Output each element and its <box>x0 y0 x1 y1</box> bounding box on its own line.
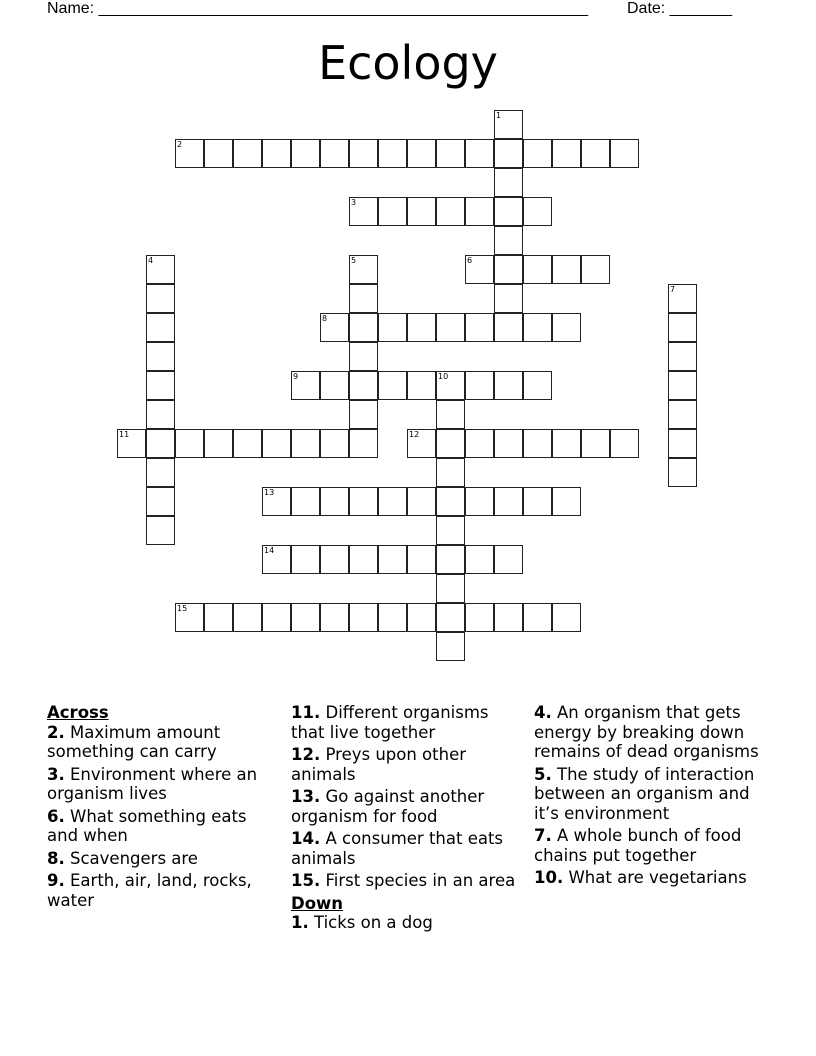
crossword-cell[interactable] <box>494 487 523 516</box>
crossword-cell[interactable] <box>320 371 349 400</box>
crossword-cell[interactable] <box>494 168 523 197</box>
clue-text: First species in an area <box>325 871 516 890</box>
crossword-cell[interactable] <box>349 429 378 458</box>
crossword-cell[interactable] <box>494 545 523 574</box>
crossword-cell[interactable] <box>494 429 523 458</box>
crossword-cell[interactable] <box>146 313 175 342</box>
clue-number: 12. <box>291 745 321 764</box>
crossword-cell[interactable] <box>436 545 465 574</box>
clue-item <box>47 765 279 804</box>
clue-item <box>47 807 279 846</box>
crossword-cell[interactable] <box>204 139 233 168</box>
crossword-cell[interactable] <box>465 545 494 574</box>
crossword-cell[interactable] <box>436 313 465 342</box>
clue-number: 10 <box>438 372 449 381</box>
clue-number: 3 <box>351 198 357 207</box>
crossword-cell[interactable] <box>668 429 697 458</box>
crossword-cell[interactable] <box>668 371 697 400</box>
clue-number: 7 <box>670 285 676 294</box>
crossword-cell[interactable] <box>523 429 552 458</box>
clue-item <box>534 703 759 762</box>
crossword-cell[interactable] <box>436 458 465 487</box>
clue-text: Different organisms that live together <box>291 703 489 742</box>
crossword-cell[interactable] <box>494 197 523 226</box>
clue-text: Preys upon other animals <box>291 745 467 784</box>
crossword-cell[interactable] <box>581 139 610 168</box>
crossword-cell[interactable] <box>378 197 407 226</box>
crossword-cell[interactable] <box>146 284 175 313</box>
crossword-cell[interactable] <box>378 371 407 400</box>
crossword-cell[interactable] <box>436 603 465 632</box>
crossword-cell[interactable] <box>175 429 204 458</box>
crossword-cell[interactable] <box>436 429 465 458</box>
crossword-cell[interactable] <box>494 284 523 313</box>
crossword-cell[interactable] <box>262 429 291 458</box>
crossword-cell[interactable] <box>320 487 349 516</box>
crossword-cell[interactable] <box>320 545 349 574</box>
crossword-cell[interactable] <box>175 139 204 168</box>
crossword-cell[interactable] <box>552 139 581 168</box>
crossword-cell[interactable] <box>465 139 494 168</box>
crossword-cell[interactable] <box>262 487 291 516</box>
crossword-cell[interactable] <box>581 429 610 458</box>
crossword-cell[interactable] <box>378 603 407 632</box>
clue-text: An organism that gets energy by breaking down remains of dead organisms <box>534 703 759 761</box>
crossword-cell[interactable] <box>494 603 523 632</box>
clue-item <box>534 868 759 888</box>
clue-item <box>291 829 523 868</box>
clue-item <box>291 703 523 742</box>
crossword-cell[interactable] <box>465 487 494 516</box>
clue-number: 10. <box>534 868 564 887</box>
clue-text: A consumer that eats animals <box>291 829 504 868</box>
crossword-cell[interactable] <box>552 603 581 632</box>
crossword-cell[interactable] <box>581 255 610 284</box>
across-heading: Across <box>47 703 109 722</box>
clue-text: What are vegetarians <box>568 868 747 887</box>
crossword-cell[interactable] <box>175 603 204 632</box>
crossword-cell[interactable] <box>146 458 175 487</box>
clue-number: 1 <box>496 111 502 120</box>
clues-column-2 <box>291 703 523 936</box>
crossword-cell[interactable] <box>407 487 436 516</box>
crossword-cell[interactable] <box>146 429 175 458</box>
crossword-cell[interactable] <box>349 139 378 168</box>
clue-text: Scavengers are <box>70 848 198 868</box>
clue-number: 3. <box>47 764 65 784</box>
clue-text: What something eats and when <box>47 806 247 845</box>
crossword-cell[interactable] <box>378 487 407 516</box>
crossword-cell[interactable] <box>436 487 465 516</box>
clue-item <box>291 745 523 784</box>
crossword-cell[interactable] <box>349 284 378 313</box>
crossword-cell[interactable] <box>349 603 378 632</box>
crossword-cell[interactable] <box>291 545 320 574</box>
crossword-cell[interactable] <box>146 371 175 400</box>
crossword-cell[interactable] <box>436 516 465 545</box>
crossword-cell[interactable] <box>349 545 378 574</box>
crossword-cell[interactable] <box>233 139 262 168</box>
crossword-cell[interactable] <box>204 603 233 632</box>
crossword-cell[interactable] <box>523 139 552 168</box>
crossword-cell[interactable] <box>349 342 378 371</box>
crossword-cell[interactable] <box>320 603 349 632</box>
date-field[interactable]: Date: _______ <box>627 0 732 17</box>
clue-text: Maximum amount something can carry <box>47 722 221 761</box>
crossword-cell[interactable] <box>668 313 697 342</box>
clue-item <box>47 871 279 910</box>
crossword-cell[interactable] <box>465 371 494 400</box>
crossword-cell[interactable] <box>465 603 494 632</box>
clue-number: 8. <box>47 848 65 868</box>
crossword-cell[interactable] <box>552 255 581 284</box>
clue-item <box>291 871 523 891</box>
clue-text: Go against another organism for food <box>291 787 485 826</box>
crossword-cell[interactable] <box>523 603 552 632</box>
clue-number: 6. <box>47 806 65 826</box>
crossword-cell[interactable] <box>262 603 291 632</box>
clue-number: 1. <box>291 913 309 932</box>
crossword-cell[interactable] <box>523 313 552 342</box>
crossword-cell[interactable] <box>668 458 697 487</box>
crossword-cell[interactable] <box>465 255 494 284</box>
crossword-cell[interactable] <box>668 284 697 313</box>
crossword-cell[interactable] <box>523 255 552 284</box>
name-field[interactable]: Name: _______________________________________________________ <box>47 0 588 17</box>
clue-number: 4. <box>534 703 552 722</box>
crossword-cell[interactable] <box>494 371 523 400</box>
crossword-cell[interactable] <box>146 487 175 516</box>
clue-text: Environment where an organism lives <box>47 764 258 803</box>
crossword-cell[interactable] <box>291 139 320 168</box>
down-heading: Down <box>291 893 344 913</box>
crossword-cell[interactable] <box>233 429 262 458</box>
clue-number: 13. <box>291 787 321 806</box>
crossword-cell[interactable] <box>436 371 465 400</box>
crossword-cell[interactable] <box>349 313 378 342</box>
crossword-cell[interactable] <box>204 429 233 458</box>
crossword-cell[interactable] <box>494 255 523 284</box>
crossword-cell[interactable] <box>407 313 436 342</box>
clue-number: 7. <box>534 826 552 845</box>
crossword-cell[interactable] <box>494 139 523 168</box>
clue-number: 2. <box>47 722 65 742</box>
crossword-cell[interactable] <box>262 139 291 168</box>
crossword-cell[interactable] <box>146 516 175 545</box>
crossword-cell[interactable] <box>436 574 465 603</box>
clue-item <box>534 826 759 865</box>
clue-number: 14. <box>291 829 321 848</box>
crossword-cell[interactable] <box>349 487 378 516</box>
clue-text: Earth, air, land, rocks, water <box>47 871 252 910</box>
clue-number: 11 <box>119 430 130 439</box>
crossword-cell[interactable] <box>320 429 349 458</box>
clue-text: The study of interaction between an organism and it’s environment <box>534 764 755 823</box>
clue-text: Ticks on a dog <box>314 913 433 932</box>
clue-number: 11. <box>291 703 321 722</box>
clue-number: 13 <box>264 488 275 497</box>
crossword-cell[interactable] <box>552 313 581 342</box>
clue-item <box>291 913 523 933</box>
crossword-cell[interactable] <box>465 313 494 342</box>
crossword-cell[interactable] <box>291 603 320 632</box>
clue-number: 15 <box>177 604 188 613</box>
crossword-cell[interactable] <box>233 603 262 632</box>
clue-number: 8 <box>322 314 328 323</box>
crossword-cell[interactable] <box>117 429 146 458</box>
clues-column-3 <box>534 703 759 891</box>
crossword-cell[interactable] <box>146 400 175 429</box>
crossword-cell[interactable] <box>552 429 581 458</box>
crossword-cell[interactable] <box>407 603 436 632</box>
clue-text: A whole bunch of food chains put together <box>534 826 742 865</box>
clue-number: 6 <box>467 256 473 265</box>
crossword-cell[interactable] <box>407 139 436 168</box>
clue-item <box>534 765 759 824</box>
crossword-cell[interactable] <box>349 255 378 284</box>
crossword-cell[interactable] <box>465 429 494 458</box>
crossword-cell[interactable] <box>552 487 581 516</box>
crossword-cell[interactable] <box>262 545 291 574</box>
clue-number: 9 <box>293 372 299 381</box>
crossword-cell[interactable] <box>610 139 639 168</box>
crossword-cell[interactable] <box>407 545 436 574</box>
crossword-cell[interactable] <box>436 139 465 168</box>
crossword-cell[interactable] <box>291 487 320 516</box>
crossword-cell[interactable] <box>320 139 349 168</box>
crossword-cell[interactable] <box>465 197 494 226</box>
clue-number: 12 <box>409 430 420 439</box>
crossword-cell[interactable] <box>320 313 349 342</box>
crossword-cell[interactable] <box>436 197 465 226</box>
clue-number: 15. <box>291 871 321 890</box>
crossword-cell[interactable] <box>349 371 378 400</box>
clues-column-1 <box>47 703 279 913</box>
page-title: Ecology <box>318 36 498 90</box>
clue-item <box>47 723 279 762</box>
crossword-cell[interactable] <box>494 226 523 255</box>
crossword-cell[interactable] <box>378 139 407 168</box>
crossword-cell[interactable] <box>378 313 407 342</box>
crossword-cell[interactable] <box>407 429 436 458</box>
clue-item <box>47 849 279 869</box>
crossword-cell[interactable] <box>407 371 436 400</box>
crossword-cell[interactable] <box>494 110 523 139</box>
crossword-cell[interactable] <box>349 197 378 226</box>
clue-number: 9. <box>47 871 65 890</box>
crossword-cell[interactable] <box>610 429 639 458</box>
crossword-cell[interactable] <box>523 197 552 226</box>
clue-number: 5 <box>351 256 357 265</box>
crossword-cell[interactable] <box>146 255 175 284</box>
crossword-cell[interactable] <box>668 400 697 429</box>
clue-item <box>291 787 523 826</box>
crossword-cell[interactable] <box>494 313 523 342</box>
crossword-cell[interactable] <box>436 632 465 661</box>
crossword-cell[interactable] <box>668 342 697 371</box>
clue-number: 4 <box>148 256 154 265</box>
crossword-cell[interactable] <box>523 371 552 400</box>
crossword-cell[interactable] <box>378 545 407 574</box>
clue-number: 2 <box>177 140 183 149</box>
crossword-cell[interactable] <box>291 429 320 458</box>
crossword-cell[interactable] <box>146 342 175 371</box>
crossword-cell[interactable] <box>523 487 552 516</box>
clue-number: 5. <box>534 764 552 784</box>
crossword-cell[interactable] <box>349 400 378 429</box>
crossword-cell[interactable] <box>436 400 465 429</box>
crossword-cell[interactable] <box>407 197 436 226</box>
clue-number: 14 <box>264 546 275 555</box>
crossword-cell[interactable] <box>291 371 320 400</box>
